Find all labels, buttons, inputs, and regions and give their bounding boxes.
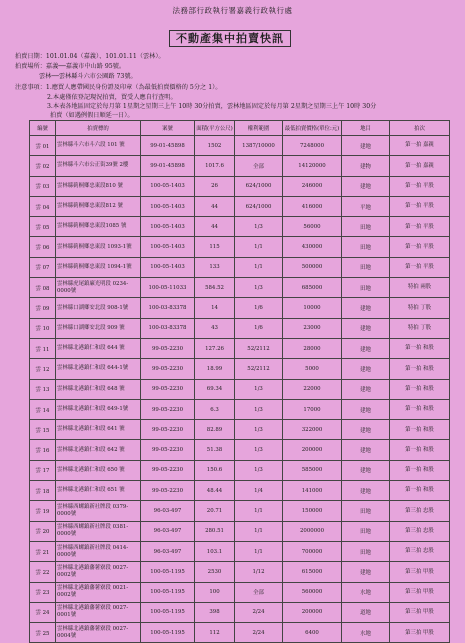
row-target: 雲林縣北港鎮藩薯寮段 0027-0001號	[56, 602, 141, 622]
row-right: 52/2112	[235, 359, 283, 379]
row-case: 100-05-11033	[141, 278, 195, 298]
auction-table	[29, 120, 450, 643]
info-auction-date: 拍賣日期：101.01.04（嘉義）、101.01.11（雲林）。	[15, 53, 165, 60]
row-case: 100-03-83378	[141, 318, 195, 338]
row-case: 99-05-2230	[141, 460, 195, 480]
row-price: 28000	[283, 338, 342, 358]
row-id: 雲 16	[30, 440, 56, 460]
row-area: 1017.6	[195, 156, 235, 176]
row-area: 44	[195, 196, 235, 216]
header-id: 編號	[30, 121, 56, 136]
row-target: 雲林縣莿桐鄉忠東段1085 號	[56, 217, 141, 237]
header-stage: 拍次	[390, 121, 450, 136]
row-id: 雲 12	[30, 359, 56, 379]
row-price: 10000	[283, 298, 342, 318]
row-stage: 第一拍 平股	[390, 237, 450, 257]
row-case: 99-05-2230	[141, 338, 195, 358]
row-right: 2/24	[235, 602, 283, 622]
row-target: 雲林縣西螺鎮新社牌段 0379-0000號	[56, 501, 141, 521]
header-land: 地目	[342, 121, 390, 136]
info-note-3-cont: 拍賣（如遇例假日順延一日）。	[50, 112, 134, 119]
row-right: 1/1	[235, 541, 283, 561]
row-land: 建地	[342, 338, 390, 358]
row-stage: 第一拍 和股	[390, 440, 450, 460]
row-price: 5000	[283, 359, 342, 379]
table-row	[30, 440, 450, 460]
table-row	[30, 257, 450, 277]
row-target: 雲林縣北港鎮仁和段 642 號	[56, 440, 141, 460]
row-price: 246000	[283, 176, 342, 196]
info-auction-place: 拍賣場所：嘉義──嘉義市中山路 95號。	[15, 63, 126, 70]
row-id: 雲 23	[30, 582, 56, 602]
row-price: 2000000	[283, 521, 342, 541]
row-area: 48.44	[195, 481, 235, 501]
row-id: 雲 11	[30, 338, 56, 358]
row-stage: 第三拍 忠股	[390, 521, 450, 541]
row-area: 14	[195, 298, 235, 318]
row-target: 雲林縣斗六市公正街39號 2樓	[56, 156, 141, 176]
row-right: 1/1	[235, 521, 283, 541]
table-row	[30, 156, 450, 176]
row-stage: 第一拍 和股	[390, 379, 450, 399]
row-area: 26	[195, 176, 235, 196]
row-area: 115	[195, 237, 235, 257]
table-header-row	[30, 121, 450, 136]
row-right: 1/1	[235, 237, 283, 257]
table-row	[30, 196, 450, 216]
row-case: 100-05-1195	[141, 602, 195, 622]
row-price: 700000	[283, 541, 342, 561]
row-id: 雲 04	[30, 196, 56, 216]
row-id: 雲 19	[30, 501, 56, 521]
info-note-2: 2.本處僅依登記現況拍賣，買受人應自行查明。	[47, 94, 177, 101]
row-case: 100-03-83378	[141, 298, 195, 318]
table-row	[30, 298, 450, 318]
row-right: 1/3	[235, 278, 283, 298]
row-area: 43	[195, 318, 235, 338]
row-stage: 第三拍 甲股	[390, 582, 450, 602]
row-stage: 第一拍 平股	[390, 257, 450, 277]
row-price: 150000	[283, 501, 342, 521]
row-target: 雲林縣北港鎮仁和段 649-1號	[56, 399, 141, 419]
row-stage: 第三拍 甲股	[390, 623, 450, 643]
row-land: 田地	[342, 541, 390, 561]
row-case: 100-05-1195	[141, 623, 195, 643]
row-area: 18.99	[195, 359, 235, 379]
row-case: 99-05-2230	[141, 359, 195, 379]
row-target: 雲林縣北港鎮仁和段 650 號	[56, 460, 141, 480]
row-price: 56000	[283, 217, 342, 237]
row-stage: 第一拍 和股	[390, 460, 450, 480]
row-land: 道地	[342, 602, 390, 622]
row-id: 雲 09	[30, 298, 56, 318]
row-stage: 第一拍 平股	[390, 196, 450, 216]
row-id: 雲 25	[30, 623, 56, 643]
row-stage: 第一拍 嘉親	[390, 136, 450, 156]
row-stage: 第一拍 平股	[390, 176, 450, 196]
row-case: 99-05-2230	[141, 440, 195, 460]
row-area: 133	[195, 257, 235, 277]
row-right: 1/3	[235, 440, 283, 460]
row-price: 141000	[283, 481, 342, 501]
row-price: 685000	[283, 278, 342, 298]
row-case: 99-05-2230	[141, 399, 195, 419]
info-note-1: 注意事項：1.應買人應帶國民身份證及印章（為最低拍賣價格的 5分之 1）。	[15, 84, 222, 91]
row-case: 100-05-1403	[141, 176, 195, 196]
row-target: 雲林縣北港鎮仁和段 644-1號	[56, 359, 141, 379]
row-land: 建地	[342, 176, 390, 196]
row-stage: 第三拍 忠股	[390, 501, 450, 521]
row-target: 雲林縣莿桐鄉忠東段 1094-1號	[56, 257, 141, 277]
row-id: 雲 24	[30, 602, 56, 622]
table-row	[30, 562, 450, 582]
row-land: 田地	[342, 278, 390, 298]
row-right: 全部	[235, 156, 283, 176]
row-land: 建地	[342, 136, 390, 156]
row-right: 1/6	[235, 298, 283, 318]
info-note-3: 3.本表各地區固定於每月第 1星期之星期三上午 10時 30分拍賣，雲林地區固定於每月第 2星期之星期三上午 10時 30分	[47, 103, 377, 110]
table-row	[30, 399, 450, 419]
row-case: 100-05-1403	[141, 237, 195, 257]
row-id: 雲 10	[30, 318, 56, 338]
row-price: 430000	[283, 237, 342, 257]
row-land: 田地	[342, 501, 390, 521]
row-case: 99-05-2230	[141, 481, 195, 501]
row-right: 1387/10000	[235, 136, 283, 156]
row-right: 624/1000	[235, 176, 283, 196]
row-price: 17000	[283, 399, 342, 419]
row-stage: 特拍 兩股	[390, 278, 450, 298]
row-id: 雲 13	[30, 379, 56, 399]
row-id: 雲 22	[30, 562, 56, 582]
table-row	[30, 481, 450, 501]
row-target: 雲林縣北港鎮仁和段 641 號	[56, 420, 141, 440]
row-case: 96-03-497	[141, 541, 195, 561]
row-right: 1/4	[235, 481, 283, 501]
row-id: 雲 08	[30, 278, 56, 298]
row-target: 雲林縣北港鎮仁和段 644 號	[56, 338, 141, 358]
row-land: 水地	[342, 582, 390, 602]
row-stage: 第一拍 和股	[390, 420, 450, 440]
row-right: 1/1	[235, 257, 283, 277]
row-land: 建地	[342, 379, 390, 399]
row-target: 雲林縣北港鎮仁和段 651 號	[56, 481, 141, 501]
row-price: 200000	[283, 602, 342, 622]
row-stage: 第一拍 和股	[390, 359, 450, 379]
row-target: 雲林縣斗六市斗六段 101 號	[56, 136, 141, 156]
row-price: 560000	[283, 582, 342, 602]
row-area: 103.1	[195, 541, 235, 561]
row-area: 127.26	[195, 338, 235, 358]
row-land: 建地	[342, 399, 390, 419]
row-target: 雲林縣莿桐鄉忠東段 1093-1號	[56, 237, 141, 257]
row-area: 584.52	[195, 278, 235, 298]
row-right: 2/24	[235, 623, 283, 643]
row-land: 建地	[342, 562, 390, 582]
table-row	[30, 521, 450, 541]
row-case: 100-05-1195	[141, 582, 195, 602]
row-case: 100-05-1403	[141, 217, 195, 237]
row-id: 雲 02	[30, 156, 56, 176]
row-area: 280.51	[195, 521, 235, 541]
row-price: 200000	[283, 440, 342, 460]
row-price: 585000	[283, 460, 342, 480]
table-row	[30, 217, 450, 237]
row-land: 田地	[342, 217, 390, 237]
row-right: 52/2112	[235, 338, 283, 358]
row-id: 雲 20	[30, 521, 56, 541]
row-target: 雲林縣莿桐鄉忠東段810 號	[56, 176, 141, 196]
row-right: 全部	[235, 582, 283, 602]
row-stage: 第一拍 平股	[390, 217, 450, 237]
row-target: 雲林縣北港鎮藩薯寮段 0027-0004號	[56, 623, 141, 643]
row-stage: 特拍 丁股	[390, 318, 450, 338]
row-area: 51.38	[195, 440, 235, 460]
page-title: 不動產集中拍賣快訊	[169, 30, 291, 47]
table-row	[30, 460, 450, 480]
row-area: 150.6	[195, 460, 235, 480]
row-land: 水地	[342, 623, 390, 643]
row-land: 建地	[342, 359, 390, 379]
row-land: 建物	[342, 156, 390, 176]
row-area: 6.3	[195, 399, 235, 419]
row-stage: 第一拍 嘉親	[390, 156, 450, 176]
row-case: 96-03-497	[141, 501, 195, 521]
row-price: 416000	[283, 196, 342, 216]
table-row	[30, 582, 450, 602]
row-stage: 第三拍 甲股	[390, 562, 450, 582]
row-case: 100-05-1195	[141, 562, 195, 582]
row-target: 雲林縣虎尾鎮廉光明段 0234-0000號	[56, 278, 141, 298]
row-right: 1/3	[235, 379, 283, 399]
row-area: 2530	[195, 562, 235, 582]
row-stage: 第三拍 甲股	[390, 602, 450, 622]
row-price: 23000	[283, 318, 342, 338]
row-case: 99-01-45898	[141, 156, 195, 176]
row-land: 建地	[342, 298, 390, 318]
row-land: 建地	[342, 440, 390, 460]
agency-name: 法務部行政執行署嘉義行政執行處	[172, 6, 293, 15]
row-area: 20.71	[195, 501, 235, 521]
row-stage: 第一拍 和股	[390, 338, 450, 358]
row-price: 615000	[283, 562, 342, 582]
row-area: 82.89	[195, 420, 235, 440]
header-case: 案號	[141, 121, 195, 136]
row-price: 6400	[283, 623, 342, 643]
row-price: 322000	[283, 420, 342, 440]
row-land: 田地	[342, 521, 390, 541]
table-row	[30, 176, 450, 196]
row-case: 100-05-1403	[141, 257, 195, 277]
row-land: 田地	[342, 257, 390, 277]
row-right: 1/1	[235, 501, 283, 521]
table-row	[30, 541, 450, 561]
row-price: 500000	[283, 257, 342, 277]
info-auction-place-yunlin: 雲林──雲林縣斗六市公園路 73號。	[39, 73, 137, 80]
row-land: 建地	[342, 318, 390, 338]
row-id: 雲 15	[30, 420, 56, 440]
row-price: 7248000	[283, 136, 342, 156]
row-target: 雲林縣西螺鎮新社牌段 0414-0000號	[56, 541, 141, 561]
row-stage: 第一拍 和股	[390, 481, 450, 501]
table-body	[30, 136, 450, 643]
row-right: 624/1000	[235, 196, 283, 216]
row-land: 平地	[342, 196, 390, 216]
row-area: 398	[195, 602, 235, 622]
row-right: 1/3	[235, 217, 283, 237]
row-target: 雲林縣口湖鄉安北段 908-1號	[56, 298, 141, 318]
row-id: 雲 07	[30, 257, 56, 277]
row-price: 22000	[283, 379, 342, 399]
row-area: 100	[195, 582, 235, 602]
row-right: 1/12	[235, 562, 283, 582]
row-id: 雲 21	[30, 541, 56, 561]
row-stage: 特拍 丁股	[390, 298, 450, 318]
row-target: 雲林縣北港鎮仁和段 648 號	[56, 379, 141, 399]
table-row	[30, 602, 450, 622]
row-land: 田地	[342, 237, 390, 257]
row-land: 建地	[342, 420, 390, 440]
header-right: 權利範圍	[235, 121, 283, 136]
row-case: 99-01-45898	[141, 136, 195, 156]
row-target: 雲林縣北港鎮藩薯寮段 0021-0002號	[56, 582, 141, 602]
table-row	[30, 278, 450, 298]
row-id: 雲 05	[30, 217, 56, 237]
table-row	[30, 237, 450, 257]
row-id: 雲 01	[30, 136, 56, 156]
row-price: 14120000	[283, 156, 342, 176]
row-land: 建地	[342, 460, 390, 480]
header-target: 拍賣標的	[56, 121, 141, 136]
row-stage: 第一拍 和股	[390, 399, 450, 419]
row-stage: 第三拍 忠股	[390, 541, 450, 561]
table-row	[30, 359, 450, 379]
table-row	[30, 379, 450, 399]
table-row	[30, 338, 450, 358]
row-area: 69.34	[195, 379, 235, 399]
row-land: 建地	[342, 481, 390, 501]
row-id: 雲 18	[30, 481, 56, 501]
table-row	[30, 318, 450, 338]
row-id: 雲 17	[30, 460, 56, 480]
table-row	[30, 420, 450, 440]
row-area: 1502	[195, 136, 235, 156]
row-target: 雲林縣北港鎮藩薯寮段 0027-0002號	[56, 562, 141, 582]
row-right: 1/3	[235, 420, 283, 440]
row-right: 1/3	[235, 399, 283, 419]
table-row	[30, 501, 450, 521]
row-right: 1/6	[235, 318, 283, 338]
row-case: 99-05-2230	[141, 379, 195, 399]
row-id: 雲 06	[30, 237, 56, 257]
header-price: 最低拍賣價格(單位:元)	[283, 121, 342, 136]
table-row	[30, 136, 450, 156]
row-area: 112	[195, 623, 235, 643]
row-id: 雲 14	[30, 399, 56, 419]
row-target: 雲林縣莿桐鄉忠東段812 號	[56, 196, 141, 216]
row-id: 雲 03	[30, 176, 56, 196]
row-right: 1/3	[235, 460, 283, 480]
row-area: 44	[195, 217, 235, 237]
row-case: 96-03-497	[141, 521, 195, 541]
row-case: 100-05-1403	[141, 196, 195, 216]
row-case: 99-05-2230	[141, 420, 195, 440]
header-area: 面積(平方公尺)	[195, 121, 235, 136]
row-target: 雲林縣西螺鎮新社牌段 0381-0000號	[56, 521, 141, 541]
row-target: 雲林縣口湖鄉安北段 909 號	[56, 318, 141, 338]
